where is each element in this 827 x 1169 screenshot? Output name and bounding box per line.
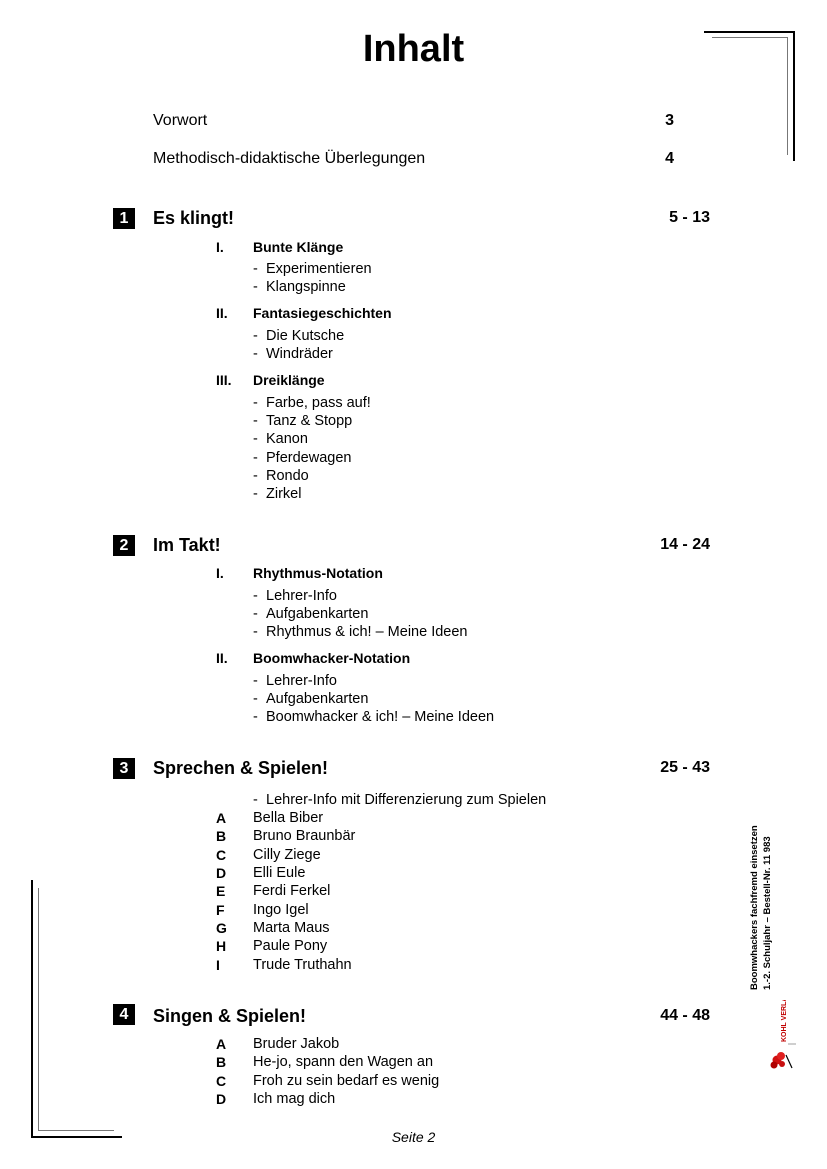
item-name: Bruno Braunbär xyxy=(253,828,356,844)
item-name: Elli Eule xyxy=(253,865,306,881)
intro-label-vorwort: Vorwort xyxy=(153,112,208,129)
side-line-2: 1.-2. Schuljahr – Bestell-Nr. 11 983 xyxy=(762,836,773,990)
list-item: - Rhythmus & ich! – Meine Ideen xyxy=(253,624,468,640)
list-item: - Lehrer-Info xyxy=(253,588,337,604)
list-item: - Aufgabenkarten xyxy=(253,691,369,707)
list-item: - Zirkel xyxy=(253,486,302,502)
frame-bottom-left-outer-v xyxy=(31,880,33,1138)
frame-bottom-left-outer-h xyxy=(31,1136,122,1138)
side-publication-info xyxy=(748,790,788,990)
item-name: Ich mag dich xyxy=(253,1091,336,1107)
section-number: II. xyxy=(216,650,228,666)
item-name: Trude Truthahn xyxy=(253,957,352,973)
chapter-number-badge: 2 xyxy=(113,535,135,556)
item-letter: A xyxy=(216,810,227,826)
kohl-verlag-logo-icon xyxy=(768,1000,798,1072)
chapter-number-badge: 4 xyxy=(113,1004,135,1025)
list-item: - Farbe, pass auf! xyxy=(253,395,371,411)
list-item: - Boomwhacker & ich! – Meine Ideen xyxy=(253,709,495,725)
section-title: Bunte Klänge xyxy=(253,239,344,255)
list-item: - Die Kutsche xyxy=(253,328,345,344)
chapter-title: Sprechen & Spielen! xyxy=(153,758,329,778)
list-item: - Pferdewagen xyxy=(253,450,352,466)
item-name: Paule Pony xyxy=(253,938,328,954)
chapter-number-badge: 1 xyxy=(113,208,135,229)
frame-top-right-outer-h xyxy=(704,31,795,33)
item-name: He-jo, spann den Wagen an xyxy=(253,1054,434,1070)
item-letter: D xyxy=(216,865,227,881)
item-letter: C xyxy=(216,1073,227,1089)
item-letter: E xyxy=(216,883,226,899)
frame-top-right-inner-h xyxy=(712,37,788,38)
intro-page-methodisch: 4 xyxy=(665,150,674,167)
intro-label-methodisch: Methodisch-didaktische Überlegungen xyxy=(153,150,426,167)
list-item: - Tanz & Stopp xyxy=(253,413,353,429)
chapter-title: Singen & Spielen! xyxy=(153,1006,307,1026)
publisher-logo xyxy=(768,1000,798,1072)
chapter-pages: 5 - 13 xyxy=(669,209,710,226)
item-letter: F xyxy=(216,902,225,918)
item-letter: B xyxy=(216,1054,227,1070)
section-title: Rhythmus-Notation xyxy=(253,565,383,581)
publisher-name: KOHL VERLAG xyxy=(781,1000,788,1042)
list-item: - Klangspinne xyxy=(253,279,346,295)
frame-top-right-inner-v xyxy=(787,37,788,155)
side-line-1: Boomwhackers fachfremd einsetzen xyxy=(749,825,760,990)
section-number: II. xyxy=(216,305,228,321)
list-item: - Aufgabenkarten xyxy=(253,606,369,622)
list-item: - Experimentieren xyxy=(253,261,372,277)
item-letter: I xyxy=(216,957,220,973)
item-letter: D xyxy=(216,1091,227,1107)
list-item: - Lehrer-Info xyxy=(253,673,337,689)
section-title: Fantasiegeschichten xyxy=(253,305,392,321)
chapter-number-badge: 3 xyxy=(113,758,135,779)
item-letter: H xyxy=(216,938,227,954)
section-number: III. xyxy=(216,372,232,388)
chapter-pages: 14 - 24 xyxy=(660,536,710,553)
item-name: Cilly Ziege xyxy=(253,847,321,863)
item-name: Bella Biber xyxy=(253,810,324,826)
frame-bottom-left-inner-h xyxy=(38,1130,114,1131)
section-title: Dreiklänge xyxy=(253,372,325,388)
chapter-pages: 25 - 43 xyxy=(660,759,710,776)
frame-bottom-left-inner-v xyxy=(38,888,39,1130)
list-item: - Rondo xyxy=(253,468,309,484)
list-item: - Kanon xyxy=(253,431,308,447)
frame-top-right-outer-v xyxy=(793,31,795,161)
item-name: Bruder Jakob xyxy=(253,1036,340,1052)
item-letter: A xyxy=(216,1036,227,1052)
section-number: I. xyxy=(216,565,224,581)
list-item: - Lehrer-Info mit Differenzierung zum Spielen xyxy=(253,792,547,808)
section-number: I. xyxy=(216,239,224,255)
page-title: Inhalt xyxy=(362,28,465,70)
item-letter: G xyxy=(216,920,227,936)
chapter-pages: 44 - 48 xyxy=(660,1007,710,1024)
item-name: Froh zu sein bedarf es wenig xyxy=(253,1073,440,1089)
item-name: Marta Maus xyxy=(253,920,330,936)
section-title: Boomwhacker-Notation xyxy=(253,650,411,666)
chapter-title: Es klingt! xyxy=(153,208,235,228)
intro-page-vorwort: 3 xyxy=(665,112,674,129)
item-name: Ingo Igel xyxy=(253,902,309,918)
item-letter: B xyxy=(216,828,227,844)
list-item: - Windräder xyxy=(253,346,333,362)
item-name: Ferdi Ferkel xyxy=(253,883,331,899)
item-letter: C xyxy=(216,847,227,863)
page-number-footer: Seite 2 xyxy=(391,1129,436,1145)
chapter-title: Im Takt! xyxy=(153,535,221,555)
